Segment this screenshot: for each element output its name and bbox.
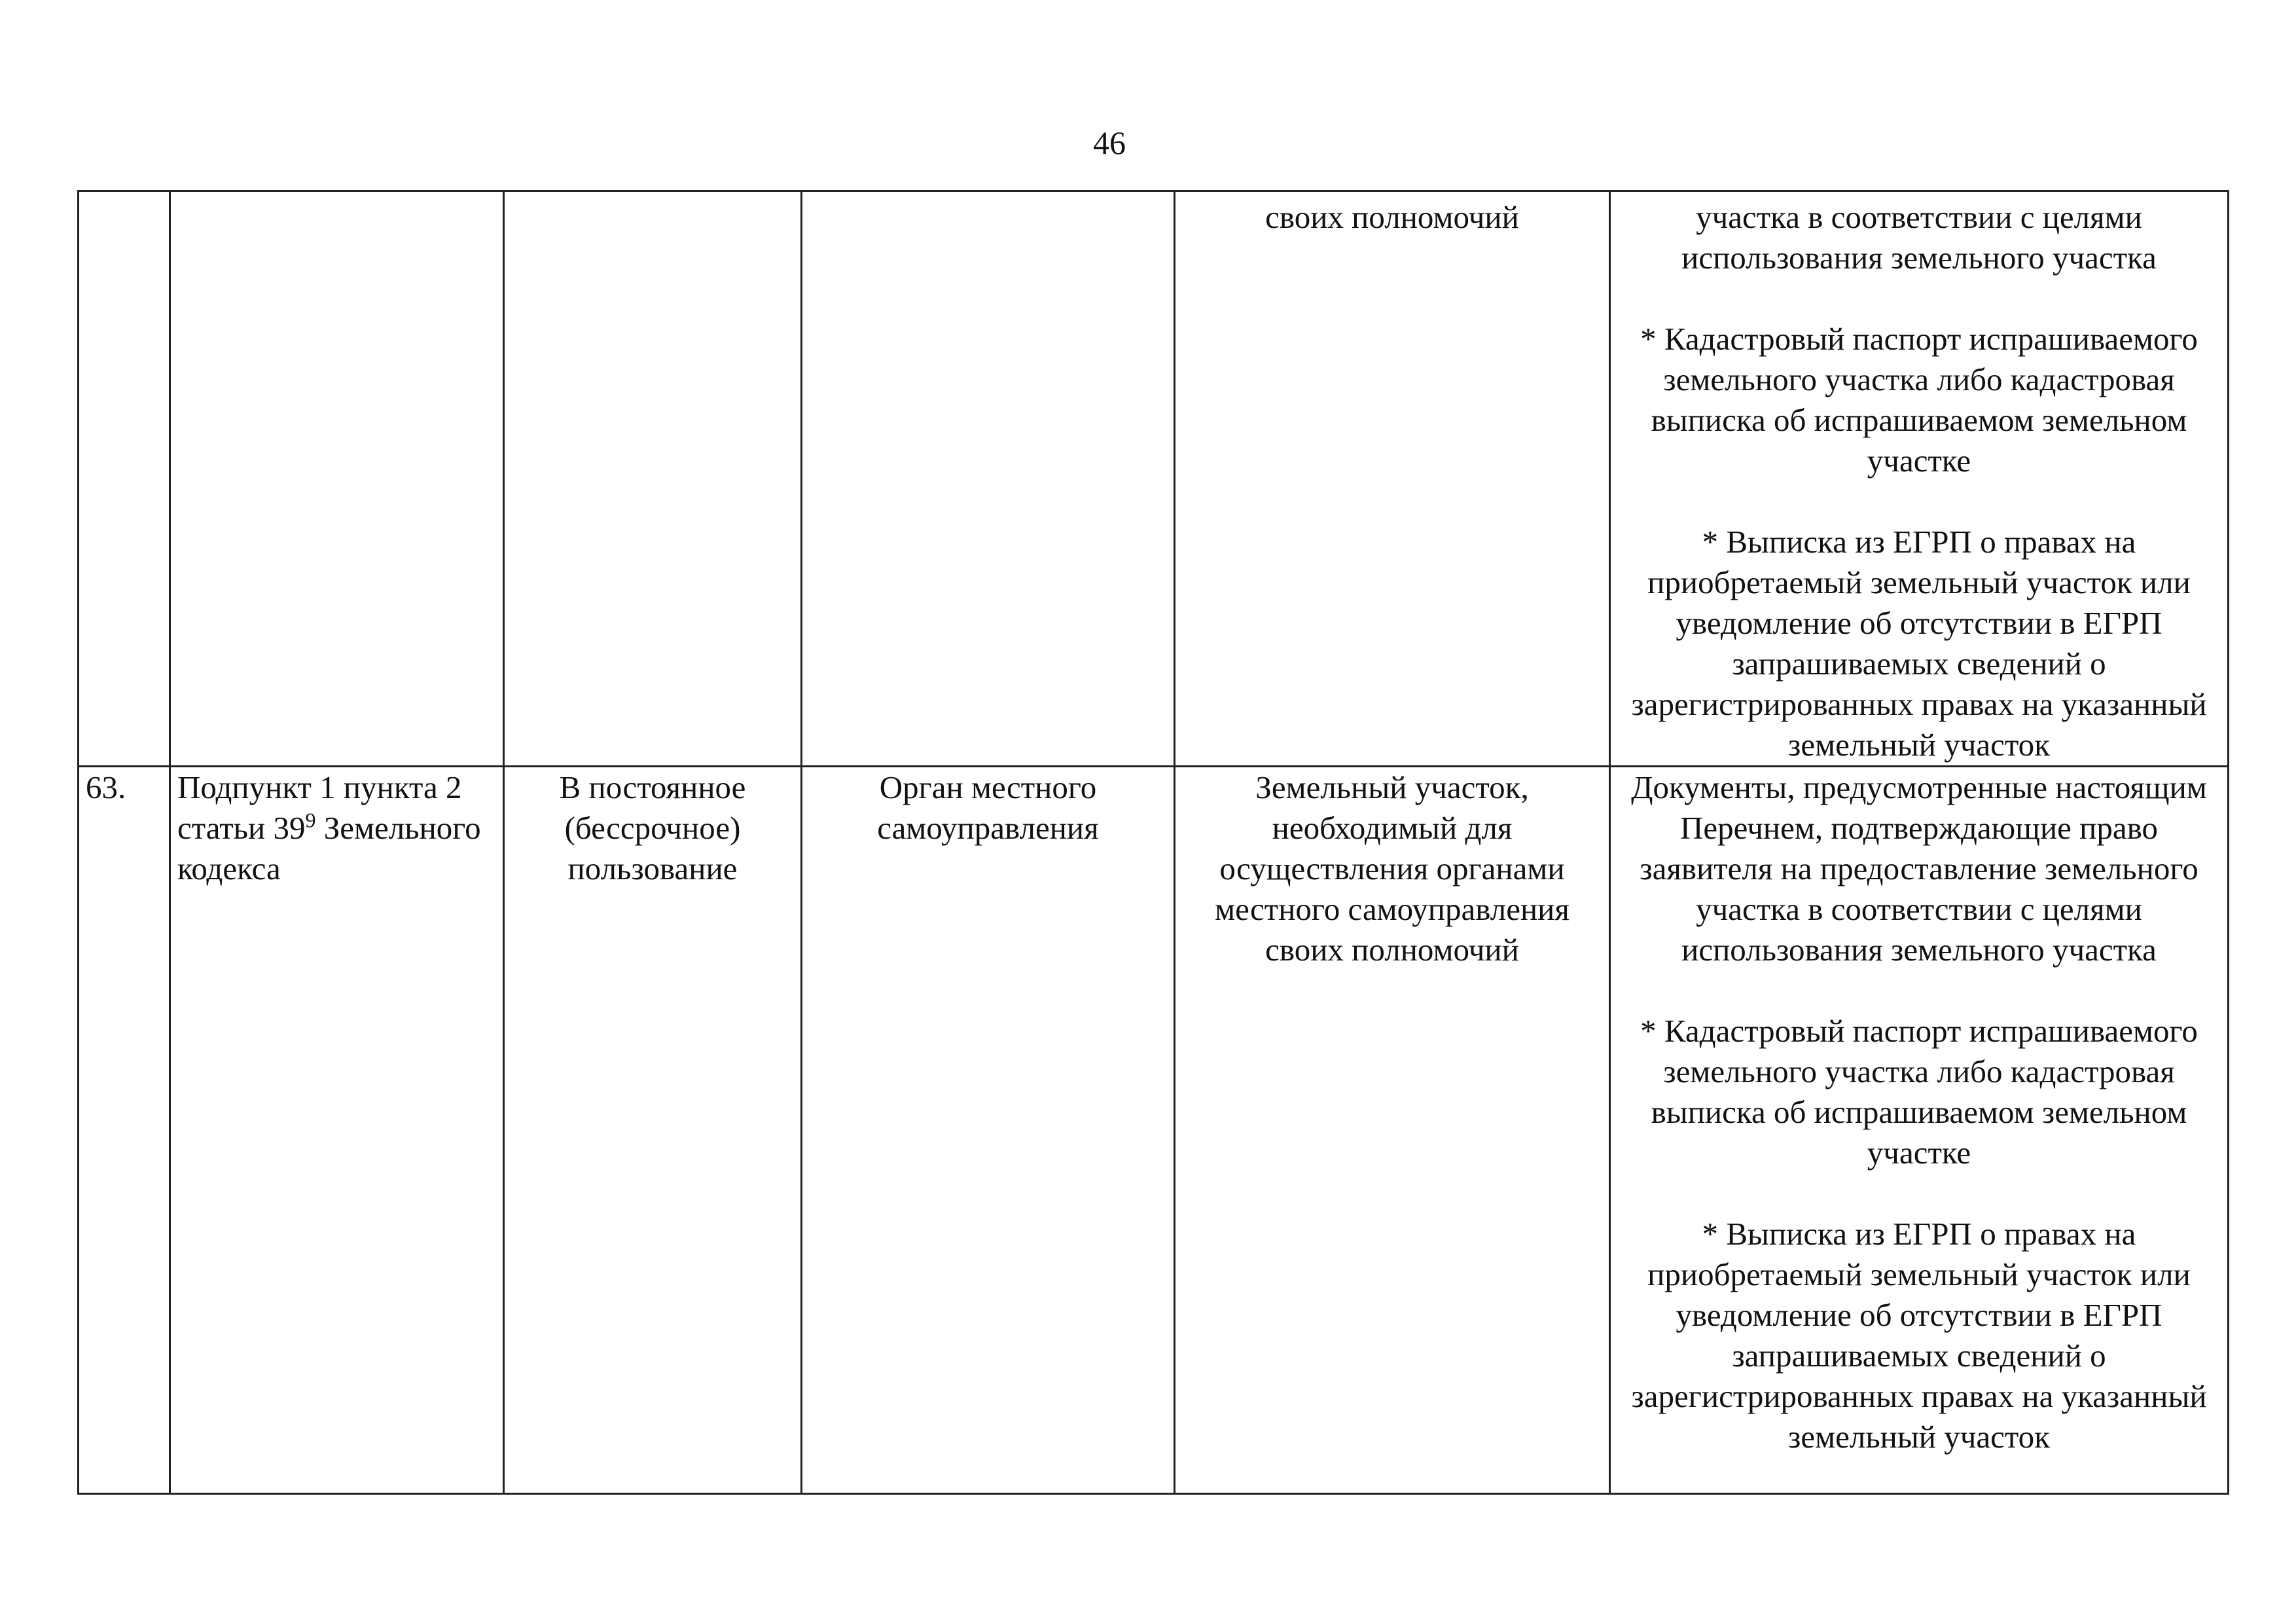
cell-number: 63.: [79, 767, 170, 1494]
page-number: 46: [1093, 124, 1126, 161]
cell-number: [79, 191, 170, 767]
document-paragraph: участка в соответствии с целями использования земельного участка: [1681, 199, 2157, 276]
document-paragraph: * Выписка из ЕГРП о правах на приобретаемый земельный участок или уведомление об отсутствии в ЕГРП запрашиваемых сведений о зарегистрированных правах на указанный земельный участок: [1631, 1216, 2207, 1455]
cell-authority: Орган местного самоуправления: [802, 767, 1175, 1494]
basis-text-tail: Земельного кодекса: [177, 810, 481, 886]
table-row-63: [79, 767, 2229, 1494]
land-plot-table: [77, 190, 2229, 1495]
basis-text: Подпункт 1 пункта 2 статьи 39: [177, 769, 462, 846]
document-paragraph: Документы, предусмотренные настоящим Перечнем, подтверждающие право заявителя на предоставление земельного участка в соответствии с целями использования земельного участка: [1631, 769, 2207, 968]
cell-land-plot: [1175, 191, 1610, 767]
cell-basis: [170, 191, 504, 767]
document-paragraph: * Выписка из ЕГРП о правах на приобретаемый земельный участок или уведомление об отсутствии в ЕГРП запрашиваемых сведений о зарегистрированных правах на указанный земельный участок: [1631, 524, 2207, 763]
cell-documents: [1610, 191, 2229, 767]
cell-right-type: В постоянное (бессрочное) пользование: [504, 767, 802, 1494]
document-paragraph: * Кадастровый паспорт испрашиваемого земельного участка либо кадастровая выписка об испрашиваемом земельном участке: [1640, 1013, 2198, 1171]
cell-right-type: [504, 191, 802, 767]
cell-authority: [802, 191, 1175, 767]
cell-land-plot: Земельный участок, необходимый для осуществления органами местного самоуправления своих полномочий: [1175, 767, 1610, 1494]
article-superscript: 9: [305, 808, 316, 832]
land-plot-text: своих полномочий: [1265, 199, 1519, 235]
cell-documents: [1610, 767, 2229, 1494]
document-paragraph: * Кадастровый паспорт испрашиваемого земельного участка либо кадастровая выписка об испрашиваемом земельном участке: [1640, 321, 2198, 479]
table-row-continued: [79, 191, 2229, 767]
cell-basis: [170, 767, 504, 1494]
